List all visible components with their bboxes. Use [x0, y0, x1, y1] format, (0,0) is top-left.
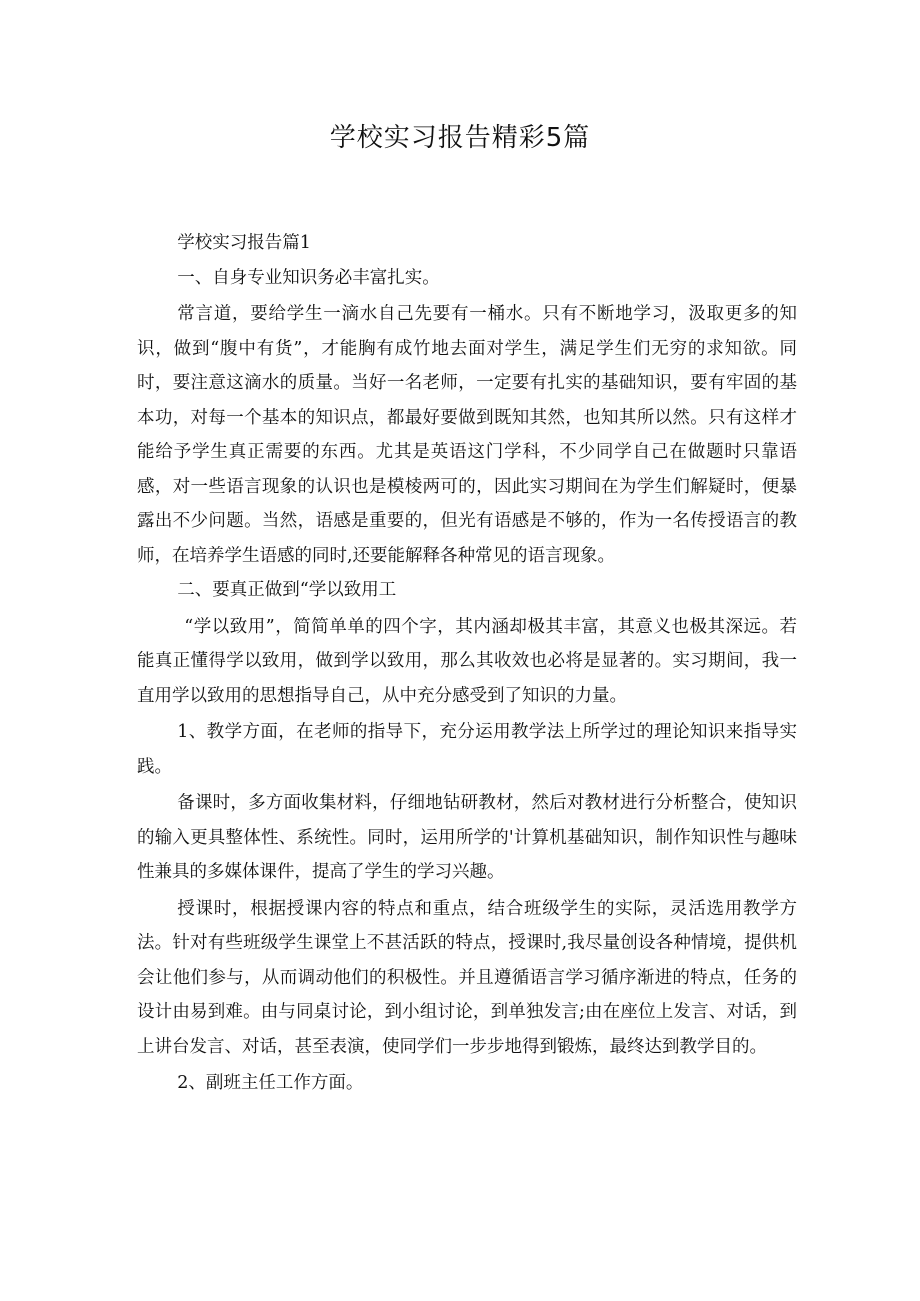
paragraph-lecturing: 授课时，根据授课内容的特点和重点，结合班级学生的实际，灵活选用教学方法。针对有些班级学生课堂上不甚活跃的特点，授课时,我尽量创设各种情境，提供机会让他们参与，从而调动他们的积极性。并且遵循语言学习循序渐进的特点，任务的设计由易到难。由与同桌讨论，到小组讨论，到单独发言;由在座位上发言、对话，到上讲台发言、对话，甚至表演，使同学们一步步地得到锻炼，最终达到教学目的。 [137, 898, 797, 1057]
section-heading-part1: 学校实习报告篇1 [177, 233, 311, 253]
paragraph-apply-learning: “学以致用”，简简单单的四个字，其内涵却极其丰富，其意义也极其深远。若能真正懂得学以致用，做到学以致用，那么其收效也必将是显著的。实习期间，我一直用学以致用的思想指导自己，从中充分感受到了知识的力量。 [137, 616, 797, 706]
subheading-apply-learning: 二、要真正做到“学以致用工 [177, 580, 397, 600]
paragraph-teaching: 1、教学方面，在老师的指导下，充分运用教学法上所学过的理论知识来指导实践。 [137, 722, 797, 777]
paragraph-lesson-prep: 备课时，多方面收集材料，仔细地钻研教材，然后对教材进行分析整合，使知识的输入更具整体性、系统性。同时，运用所学的'计算机基础知识，制作知识性与趣味性兼具的多媒体课件，提高了学生的学习兴趣。 [137, 793, 797, 882]
document-title: 学校实习报告精彩5篇 [329, 123, 591, 153]
subheading-class-teacher: 2、副班主任工作方面。 [177, 1073, 364, 1093]
document-body [137, 226, 797, 1101]
paragraph-knowledge: 常言道，要给学生一滴水自己先要有一桶水。只有不断地学习，汲取更多的知识，做到“腹中有货”，才能胸有成竹地去面对学生，满足学生们无穷的求知欲。同时，要注意这滴水的质量。当好一名老师，一定要有扎实的基础知识，要有牢固的基本功，对每一个基本的知识点，都最好要做到既知其然，也知其所以然。只有这样才能给予学生真正需要的东西。尤其是英语这门学科，不少同学自己在做题时只靠语感，对一些语言现象的认识也是模棱两可的，因此实习期间在为学生们解疑时，便暴露出不少问题。当然，语感是重要的，但光有语感是不够的，作为一名传授语言的教师，在培养学生语感的同时,还要能解释各种常见的语言现象。 [137, 304, 797, 566]
subheading-knowledge: 一、自身专业知识务必丰富扎实。 [177, 267, 440, 288]
